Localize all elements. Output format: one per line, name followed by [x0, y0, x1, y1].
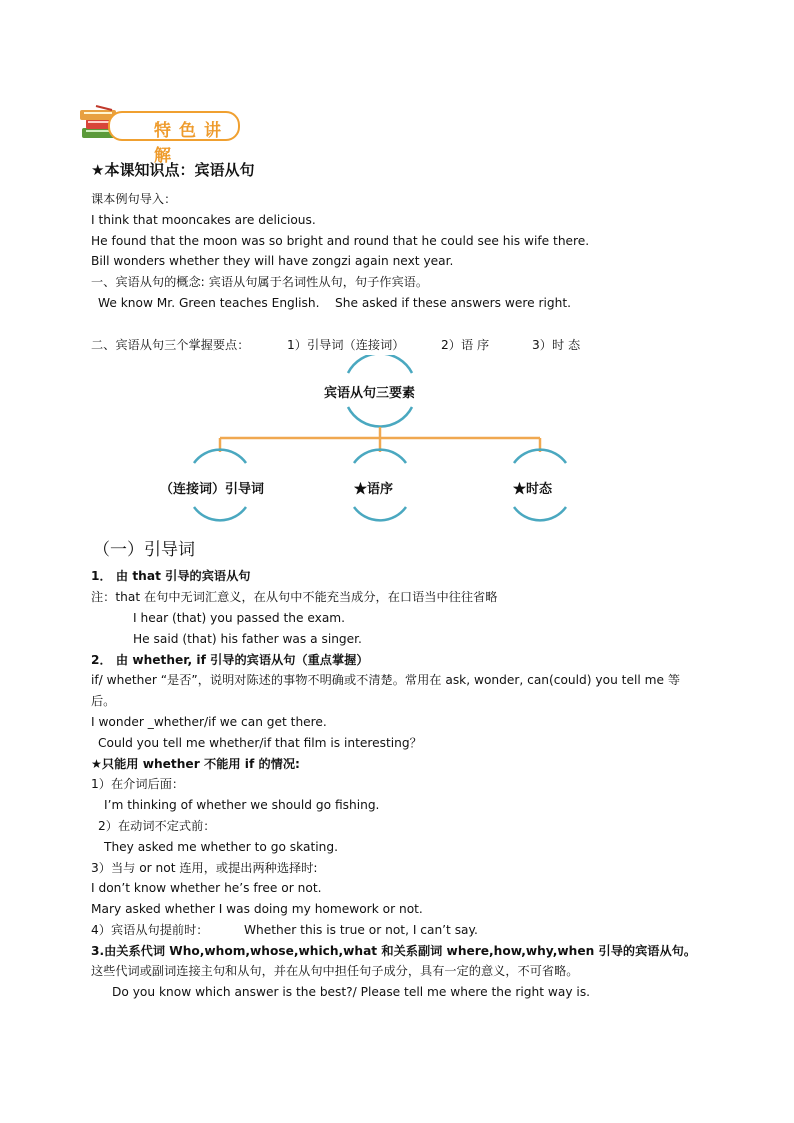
banner-title: 特色讲解: [154, 121, 229, 166]
item3-title: 3.由关系代词 Who,whom,whose,which,what 和关系副词 where,how,why,when 引导的宾语从句。: [91, 944, 697, 958]
keypoint-3: 3）时 态: [532, 338, 581, 352]
case2-example: They asked me whether to go skating.: [104, 840, 338, 854]
section-title: （一）引导词: [93, 540, 195, 560]
case3-example-2: Mary asked whether I was doing my homework or not.: [91, 902, 423, 916]
lesson-heading: ★本课知识点：宾语从句: [91, 161, 255, 179]
item3-example: Do you know which answer is the best?/ Please tell me where the right way is.: [112, 985, 591, 999]
keypoints-label: 二、宾语从句三个掌握要点：: [91, 338, 250, 352]
banner-frame: [108, 111, 240, 166]
intro-example-3: Bill wonders whether they will have zongzi again next year.: [91, 254, 454, 268]
intro-label: 课本例句导入：: [91, 192, 177, 206]
concept-text: 一、宾语从句的概念: 宾语从句属于名词性从句，句子作宾语。: [91, 275, 429, 289]
intro-example-2: He found that the moon was so bright and round that he could see his wife there.: [91, 234, 590, 248]
item2-text-2: 后。: [91, 694, 116, 708]
intro-example-1: I think that mooncakes are delicious.: [91, 213, 316, 227]
section-banner: [78, 104, 240, 166]
item1-example-1: I hear (that) you passed the exam.: [133, 611, 346, 625]
case4-label: 4）宾语从句提前时：: [91, 923, 209, 937]
only-whether-title: ★只能用 whether 不能用 if 的情况:: [91, 757, 300, 771]
diagram-child-word-order: ★语序: [354, 482, 394, 497]
diagram-child-tense: ★时态: [513, 482, 553, 497]
keypoint-2: 2）语 序: [441, 338, 490, 352]
concept-example-2: She asked if these answers were right.: [335, 296, 571, 310]
three-elements-diagram: [150, 355, 620, 525]
root-arc-top: [348, 355, 412, 373]
diagram-child-connector: （连接词）引导词: [160, 482, 265, 497]
case4-example: Whether this is true or not, I can’t say.: [244, 923, 478, 937]
item1-note: 注：that 在句中无词汇意义，在从句中不能充当成分，在口语当中往往省略: [91, 590, 498, 604]
item1-example-2: He said (that) his father was a singer.: [133, 632, 362, 646]
item2-example-2: Could you tell me whether/if that film is interesting？: [98, 736, 422, 750]
item2-title: 2． 由 whether, if 引导的宾语从句（重点掌握）: [91, 653, 369, 667]
item2-text-1: if/ whether “是否”，说明对陈述的事物不明确或不清楚。常用在 ask, wonder, can(could) you tell me 等: [91, 673, 681, 687]
diagram-root: 宾语从句三要素: [324, 386, 416, 401]
concept-example-1: We know Mr. Green teaches English.: [98, 296, 320, 310]
diagram-lines: [150, 355, 620, 525]
item2-example-1: I wonder _whether/if we can get there.: [91, 715, 327, 729]
case3-label: 3）当与 or not 连用，或提出两种选择时:: [91, 861, 318, 875]
case3-example-1: I don’t know whether he’s free or not.: [91, 881, 322, 895]
item1-title: 1． 由 that 引导的宾语从句: [91, 569, 251, 583]
item3-text: 这些代词或副词连接主句和从句，并在从句中担任句子成分，具有一定的意义，不可省略。: [91, 964, 579, 978]
case1-example: I’m thinking of whether we should go fishing.: [104, 798, 380, 812]
root-arc-bottom: [348, 407, 412, 427]
keypoint-1: 1）引导词（连接词）: [287, 338, 405, 352]
case2-label: 2）在动词不定式前：: [98, 819, 216, 833]
case1-label: 1）在介词后面：: [91, 777, 185, 791]
